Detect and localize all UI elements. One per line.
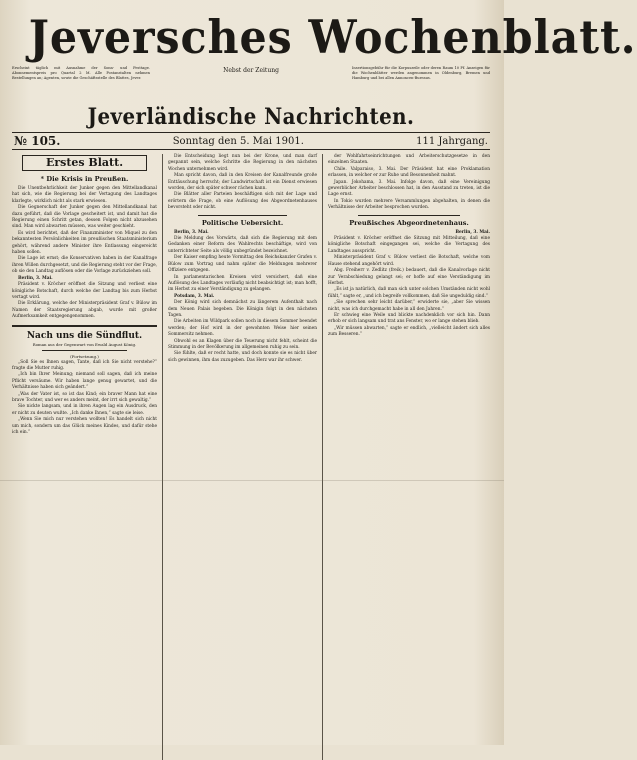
- paragraph: Die Erklärung, welche der Ministerpräsident Graf v. Bülow im Namen der Staatsregierung abgab, wurde mit großer Aufmerksamkeit entgegengenommen.: [12, 301, 157, 320]
- paragraph: In Tokio wurden mehrere Versammlungen abgehalten, in denen die Verhältnisse der Arbeiter besprochen wurden.: [328, 198, 490, 211]
- issue-number: № 105.: [14, 134, 61, 148]
- advertising-info: Insertionsgebühr für die Korpuszeile oder deren Raum 10 Pf. Anzeigen für die Wochenblätter werden angenommen in Oldenburg, Bremen und Hamburg und bei allen Annoncen-Bureaus.: [352, 66, 490, 81]
- supplement-note: [150, 66, 352, 104]
- feuilleton-body: [12, 360, 157, 437]
- paragraph: „Was der Vater ist, so ist das Kind; ein braver Mann hat eine brave Tochter, und wer es anders meint, der irrt sich gewaltig.“: [12, 391, 157, 403]
- column-1: [12, 154, 162, 760]
- dateline-place: Berlin, 3. Mai.: [174, 229, 209, 235]
- section-divider: [12, 325, 157, 327]
- nebst-label: Nebst der Zeitung: [223, 67, 279, 74]
- masthead-title: Jeversches Wochenblatt.: [28, 10, 637, 64]
- paper-subtitle: Jeverländische Nachrichten.: [87, 104, 415, 130]
- volume-number: 111 Jahrgang.: [416, 135, 488, 147]
- article-body: [168, 236, 317, 294]
- paragraph: Die Blätter aller Parteien beschäftigen sich mit der Lage und erörtern die Frage, ob eine Auflösung des Abgeordnetenhauses bevorsteht oder nicht.: [168, 192, 317, 211]
- paragraph: Die Lage ist ernst; die Konservativen haben in der Kanalfrage ihren Willen durchgesetzt, und die Regierung steht vor der Frage, ob sie den Landtag auflösen oder die Vorlage zurückziehen soll.: [12, 256, 157, 275]
- paragraph: „Sie sprechen sehr leicht darüber,“ erwiderte sie, „aber Sie wissen nicht, was ich durchgemacht habe in all den Jahren.“: [328, 300, 490, 312]
- section-heading: Preußisches Abgeordnetenhaus.: [349, 218, 469, 227]
- article-body: [12, 282, 157, 320]
- section-heading: * Die Krisis in Preußen.: [40, 175, 129, 183]
- paragraph: „Es ist ja natürlich, daß man sich unter solchen Umständen nicht wohl fühlt,“ sagte er, „und ich begreife vollkommen, daß Sie ungeduldig sind.“: [328, 287, 490, 299]
- divider: [42, 350, 127, 351]
- dateline-place: Potsdam, 3. Mai.: [174, 293, 215, 299]
- feuilleton-title: Nach uns die Sündflut.: [26, 330, 143, 341]
- paragraph: Obwohl es an Klagen über die Teuerung nicht fehlt, scheint die Stimmung in der Bevölkerung im allgemeinen ruhig zu sein.: [168, 338, 317, 350]
- paragraph: Sie nickte langsam, und in ihren Augen lag ein Ausdruck, den er nicht zu deuten wußte. „Ich danke Ihnen,“ sagte sie leise.: [12, 404, 157, 416]
- paragraph: Die Gegnerschaft der Junker gegen den Mittellandkanal hat dazu geführt, daß die Vorlage gescheitert ist, und damit hat die Regierung einen Schritt getan, dessen Folgen nicht abzusehen sind. Man wird abwarten müssen, was weiter geschieht.: [12, 205, 157, 230]
- masthead-subinfo: [12, 66, 490, 104]
- paragraph: Man spricht davon, daß in den Kreisen der Kanalfreunde große Enttäuschung herrscht; der Landwirtschaft ist ein Dienst erwiesen worden, der sich später schwer rächen kann.: [168, 173, 317, 192]
- paragraph: „Soll Sie es Ihnen sagen, Tante, daß ich Sie nicht verstehe?“ fragte die Mutter ruhig.: [12, 359, 157, 371]
- paragraph: Die Entscheidung liegt nun bei der Krone, und man darf gespannt sein, welche Schritte die Regierung in den nächsten Wochen unternehmen wird.: [168, 154, 317, 172]
- paragraph: Ministerpräsident Graf v. Bülow verliest die Botschaft, welche vom Hause stehend angehört wird.: [328, 255, 490, 267]
- divider: [198, 215, 287, 216]
- column-2: [162, 154, 322, 760]
- paragraph: Die Arbeiten im Wildpark sollen noch in diesem Sommer beendet werden; der Hof wird in der gewohnten Weise hier seinen Sommersitz nehmen.: [168, 319, 317, 338]
- subscription-info: Erscheint täglich mit Ausnahme der Sonn- und Festtage. Abonnementspreis pro Quartal 2 M. Alle Postanstalten nehmen Bestellungen an; Agenten, sowie die Geschäftsstelle des Blattes, Jever.: [12, 66, 150, 81]
- paragraph: Präsident v. Kröcher eröffnet die Sitzung mit Mitteilung, daß eine königliche Botschaft eingegangen sei, welche die Vertagung des Landtages ausspricht.: [328, 236, 490, 254]
- paragraph: Der König wird sich demnächst zu längerem Aufenthalt nach dem Neuen Palais begeben. Die Königin folgt in den nächsten Tagen.: [168, 300, 317, 318]
- paragraph: In parlamentarischen Kreisen wird versichert, daß eine Auflösung des Landtages vorläufig nicht beabsichtigt ist; man hofft, im Herbst zu einer Verständigung zu gelangen.: [168, 274, 317, 293]
- feuilleton-byline: Roman aus der Gegenwart von Ewald August König.: [32, 341, 137, 347]
- paragraph: „Wenn Sie mich nur verstehen wollten! Es handelt sich nicht um mich, sondern um das Glück meines Kindes, und dafür stehe ich ein.“: [12, 417, 157, 435]
- article-body: [168, 154, 317, 212]
- article-body: [328, 236, 490, 339]
- paragraph: Er schwieg eine Weile und blickte nachdenklich vor sich hin. Dann erhob er sich langsam und trat ans Fenster, wo er lange stehen blieb.: [328, 312, 490, 325]
- section-heading: Politische Uebersicht.: [201, 218, 284, 227]
- page-fold: [0, 480, 504, 481]
- article-body: [12, 186, 157, 276]
- paragraph: Japan. Jokohama, 3. Mai. Infolge davon, daß eine Vereinigung gewerblicher Arbeiter beschlossen hat, in den Ausstand zu treten, ist die Lage ernst.: [328, 179, 490, 198]
- paragraph: „Wir müssen abwarten,“ sagte er endlich, „vielleicht ändert sich alles zum Besseren.“: [328, 325, 490, 338]
- paragraph: der Wohlfahrtseinrichtungen und Arbeiterschutzgesetze in den einzelnen Staaten.: [328, 154, 490, 166]
- dateline-place: Berlin, 3. Mai.: [455, 229, 490, 235]
- paragraph: „Ich bin Ihrer Meinung; niemand soll sagen, daß ich meine Pflicht versäume. Wir haben lange genug gewartet, und die Verhältnisse haben sich geändert.“: [12, 372, 157, 391]
- paragraph: Die Meldung des Vorwärts, daß sich die Regierung mit dem Gedanken einer Reform des Wahlrechts beschäftige, wird von unterrichteter Seite als völlig unbegründet bezeichnet.: [168, 236, 317, 254]
- continuation-note: (Fortsetzung.): [70, 353, 99, 359]
- dateline-place: Berlin, 3. Mai.: [18, 275, 53, 281]
- article-body: [168, 300, 317, 364]
- article-columns: [12, 154, 490, 760]
- paragraph: Der Kaiser empfing heute Vormittag den Reichskanzler Grafen v. Bülow zum Vortrag und nahm später die Meldungen mehrerer Offiziere entgegen.: [168, 255, 317, 274]
- article-body: [328, 154, 490, 212]
- paragraph: Abg. Freiherr v. Zedlitz (freik.) bedauert, daß die Kanalvorlage nicht zur Verabschiedung gelangt sei; er hoffe auf eine Verständigung im Herbst.: [328, 268, 490, 286]
- issue-date: Sonntag den 5. Mai 1901.: [172, 135, 304, 147]
- paragraph: Sie fühlte, daß er recht hatte, und doch konnte sie es nicht über sich gewinnen, ihm das zuzugeben. Das Herz war ihr schwer.: [168, 351, 317, 363]
- erstes-blatt-label: Erstes Blatt.: [22, 155, 147, 171]
- dateline: [12, 132, 490, 150]
- paragraph: Die Unentbehrlichkeit der Junker gegen den Mittellandkanal hat sich, wie die Regierung bei der Vertagung des Landtages klarlegte, wirklich nicht als stark erwiesen.: [12, 186, 157, 204]
- paragraph: Präsident v. Kröcher eröffnet die Sitzung und verliest eine königliche Botschaft, durch welche der Landtag bis zum Herbst vertagt wird.: [12, 282, 157, 300]
- column-3: [322, 154, 490, 760]
- paragraph: Chile. Valparaiso, 3. Mai. Der Präsident hat eine Proklamation erlassen, in welcher er zur Ruhe und Besonnenheit mahnt.: [328, 166, 490, 179]
- paragraph: Es wird berichtet, daß der Finanzminister von Miquel zu den bekanntesten Persönlichkeiten im preußischen Staatsministerium gehört, während andere Minister ihre Entlassung eingereicht haben sollen.: [12, 230, 157, 256]
- divider: [358, 215, 460, 216]
